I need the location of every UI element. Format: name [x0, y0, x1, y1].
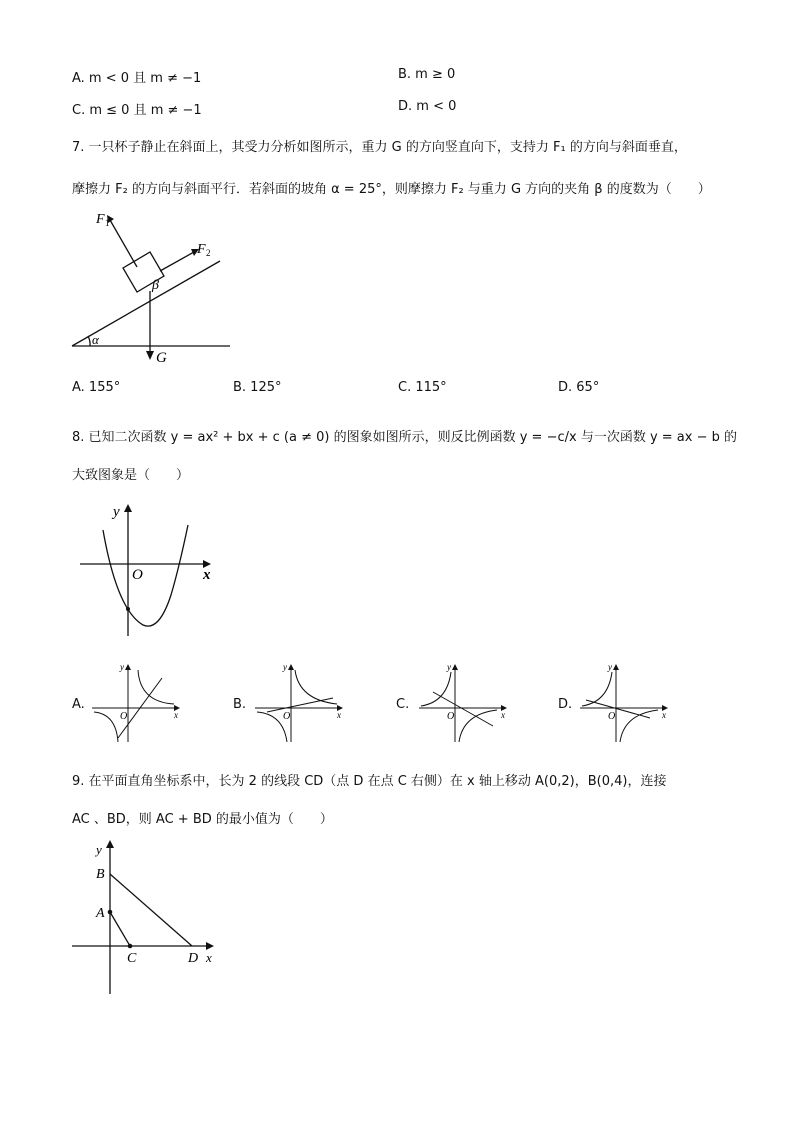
q8-y-arrowhead [124, 504, 132, 512]
q7-alpha-label: α [92, 332, 99, 347]
q7-stem-line1: 7. 一只杯子静止在斜面上，其受力分析如图所示，重力 G 的方向竖直向下，支持力 F₁ 的方向与斜面垂直， [72, 140, 687, 155]
q7-option-c: C. 115° [398, 380, 447, 395]
svg-text:O: O [120, 711, 128, 722]
q7-f2-line [160, 252, 194, 271]
q8-option-c-graph [417, 662, 512, 744]
q8-option-a-label: A. [72, 697, 85, 712]
svg-text:x: x [501, 710, 505, 720]
svg-text:O: O [608, 711, 616, 722]
q8-y-intercept-dot [126, 607, 130, 611]
q8-option-d-graph [578, 662, 673, 744]
q9-coordinate-diagram [68, 838, 228, 998]
q8-option-b-graph [253, 662, 348, 744]
svg-text:y: y [608, 662, 612, 672]
q7-f1-label: F [96, 212, 105, 227]
q7-stem-line2: 摩擦力 F₂ 的方向与斜面平行．若斜面的坡角 α = 25°，则摩擦力 F₂ 与重力 G 方向的夹角 β 的度数为（ ） [72, 182, 711, 197]
svg-text:x: x [337, 710, 341, 720]
q6-option-d: D. m < 0 [398, 99, 457, 114]
q7-beta-label: β [152, 278, 159, 293]
q9-point-a [108, 910, 113, 915]
q6-option-a: A. m < 0 且 m ≠ −1 [72, 71, 202, 86]
q8-option-b-label: B. [233, 697, 247, 712]
q7-f2-subscript: 2 [206, 248, 211, 258]
q9-x-label: x [206, 950, 212, 965]
svg-text:O: O [283, 711, 291, 722]
q8-y-label: y [113, 504, 120, 520]
q7-option-d: D. 65° [558, 380, 600, 395]
q7-f2-label: F [197, 242, 206, 257]
q7-g-label: G [156, 350, 167, 366]
q9-a-label: A [96, 906, 105, 921]
q9-stem-line1: 9. 在平面直角坐标系中，长为 2 的线段 CD（点 D 在点 C 右侧）在 x 轴上移动 A(0,2)，B(0,4)，连接 [72, 774, 667, 789]
svg-text:y: y [120, 662, 124, 672]
q9-stem-line2: AC 、BD，则 AC + BD 的最小值为（ ） [72, 812, 333, 827]
q6-option-b: B. m ≥ 0 [398, 67, 456, 82]
svg-text:y: y [283, 662, 287, 672]
q9-segment-ac [110, 912, 130, 946]
svg-text:O: O [447, 711, 455, 722]
q8-origin-label: O [132, 567, 143, 583]
q9-y-arrowhead [106, 840, 114, 848]
q9-point-c [128, 944, 133, 949]
svg-text:x: x [662, 710, 666, 720]
q9-y-label: y [96, 842, 102, 857]
q8-stem-line1: 8. 已知二次函数 y = ax² + bx + c (a ≠ 0) 的图象如图所示，则反比例函数 y = −c/x 与一次函数 y = ax − b 的 [72, 430, 738, 445]
q9-segment-bd [110, 874, 192, 946]
q8-x-label: x [203, 567, 211, 583]
q8-option-d-label: D. [558, 697, 573, 712]
q8-parabola-graph [75, 500, 225, 640]
q7-force-diagram [60, 205, 250, 370]
q7-option-b: B. 125° [233, 380, 282, 395]
q9-b-label: B [96, 867, 105, 882]
q8-option-a-graph [90, 662, 185, 744]
q8-option-c-label: C. [396, 697, 410, 712]
q9-x-arrowhead [206, 942, 214, 950]
q9-d-label: D [188, 951, 199, 966]
q8-stem-line2: 大致图象是（ ） [72, 468, 190, 483]
q7-f1-subscript: 1 [105, 218, 110, 228]
svg-text:x: x [174, 710, 178, 720]
q6-option-c: C. m ≤ 0 且 m ≠ −1 [72, 103, 202, 118]
q7-option-a: A. 155° [72, 380, 121, 395]
q7-gravity-arrowhead [146, 351, 154, 360]
q7-alpha-arc [88, 336, 90, 346]
q9-c-label: C [127, 951, 137, 966]
q7-f1-line [110, 220, 137, 267]
svg-text:y: y [447, 662, 451, 672]
q8-parabola-curve [103, 525, 188, 626]
